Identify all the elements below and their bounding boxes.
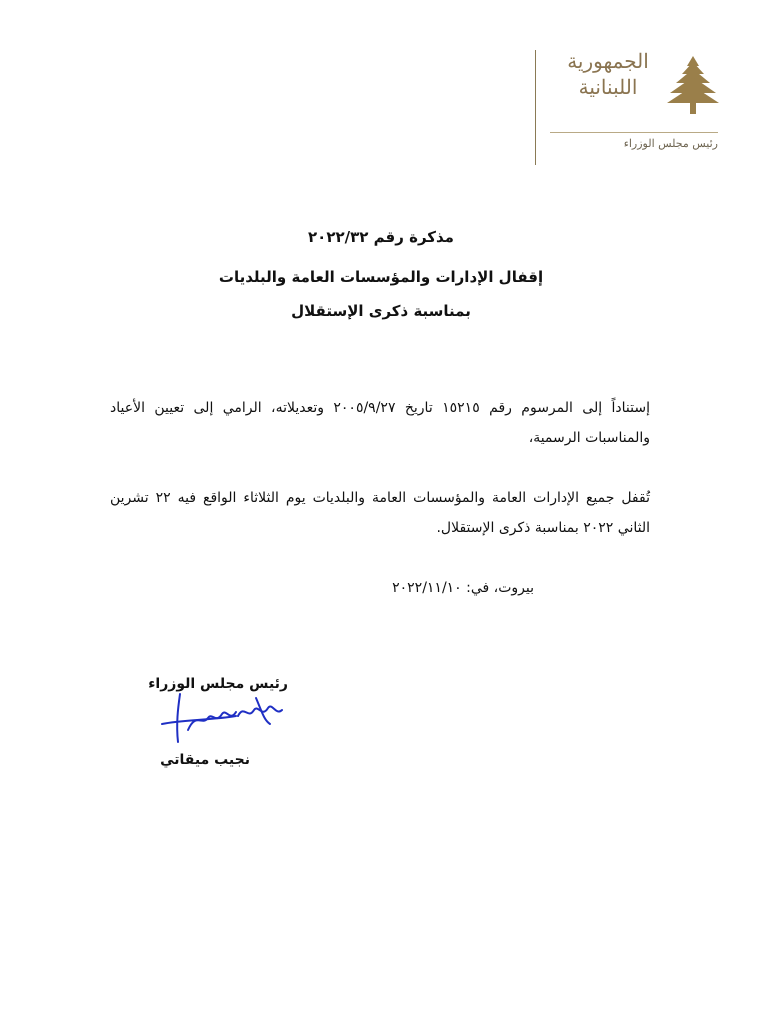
cedar-tree-icon	[666, 54, 720, 116]
memo-number: مذكرة رقم ٢٠٢٢/٣٢	[308, 228, 454, 246]
body-paragraph-1: إستناداً إلى المرسوم رقم ١٥٢١٥ تاريخ ٢٠٠٥/٩/٢٧ وتعديلاته، الرامي إلى تعيين الأعياد والمناسبات الرسمية،	[110, 400, 650, 446]
letterhead-rule	[550, 132, 718, 133]
signatory-title: رئيس مجلس الوزراء	[148, 676, 288, 692]
letterhead-line1: الجمهورية	[567, 49, 649, 73]
dateline: بيروت، في: ٢٠٢٢/١١/١٠	[392, 580, 534, 596]
body-paragraph-2: تُقفل جميع الإدارات العامة والمؤسسات العامة والبلديات يوم الثلاثاء الواقع فيه ٢٢ تشرين الثاني ٢٠٢٢ بمناسبة ذكرى الإستقلال.	[110, 490, 650, 536]
memo-subheading: بمناسبة ذكرى الإستقلال	[291, 302, 471, 320]
letterhead-title	[548, 48, 668, 100]
letterhead-office: رئيس مجلس الوزراء	[623, 137, 718, 150]
handwritten-signature	[152, 690, 292, 750]
memo-heading: إقفال الإدارات والمؤسسات العامة والبلديات	[218, 268, 544, 286]
signatory-name: نجيب ميقاتي	[160, 752, 250, 768]
letterhead	[530, 40, 730, 170]
letterhead-divider	[535, 50, 536, 165]
letterhead-line2: اللبنانية	[578, 75, 638, 99]
